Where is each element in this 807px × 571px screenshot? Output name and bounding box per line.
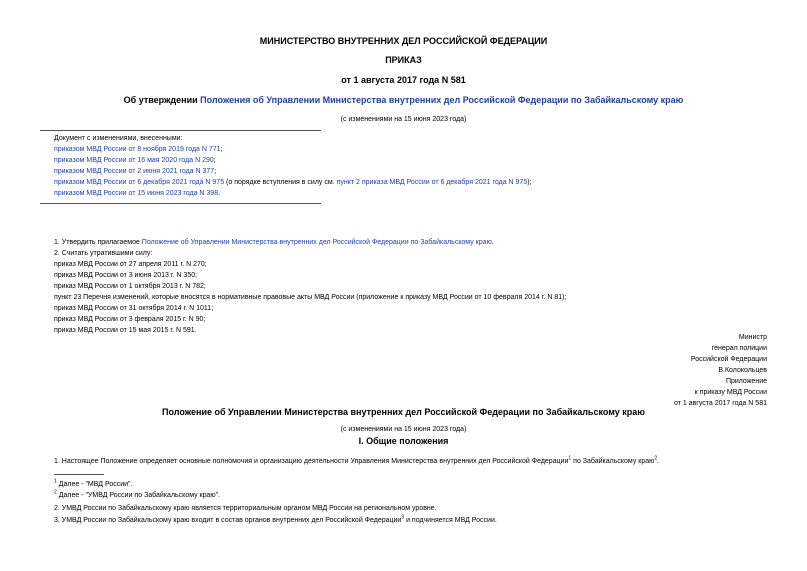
section-heading: I. Общие положения (358, 436, 449, 446)
regulation-title: Положение об Управлении Министерства внутренних дел Российской Федерации по Забайкальскому краю (162, 407, 645, 417)
amend-link[interactable]: приказом МВД России от 16 мая 2020 года N 290 (54, 157, 214, 164)
footnote-mark: 1 (54, 478, 57, 485)
repealed-item: пункт 23 Перечня изменений, которые вносятся в нормативные правовые акты МВД России (приложение к приказу МВД России от 10 февраля 2014 г. N 81); (54, 294, 567, 301)
amend-box-intro: Документ с изменениями, внесенными: (54, 135, 183, 142)
amend-link[interactable]: приказом МВД России от 15 июня 2023 года N 398 (54, 190, 219, 197)
footnote-ref[interactable]: 3 (401, 514, 405, 521)
repealed-item: приказ МВД России от 3 июня 2013 г. N 350; (54, 272, 198, 279)
amend-link[interactable]: пункт 2 приказа МВД России от 6 декабря 2021 года N 975 (336, 179, 528, 186)
order-paragraph-1: 1. Утвердить прилагаемое Положение об Управлении Министерства внутренних дел Российской Федерации по Забайкальскому краю. (54, 239, 494, 246)
appendix-line: к приказу МВД России (694, 389, 767, 396)
signature-line: В.Колокольцев (718, 367, 767, 374)
amend-box-bottom-rule (40, 203, 321, 204)
amend-item: приказом МВД России от 15 июня 2023 года N 398. (54, 190, 221, 197)
regulation-amended-note: (с изменениями на 15 июня 2023 года) (340, 426, 467, 433)
doc-type: ПРИКАЗ (385, 55, 422, 65)
footnote-1: $^1$ Далее - "МВД России". (54, 478, 133, 488)
footnote-mark: 2 (54, 489, 57, 496)
signature-line: Министр (738, 334, 767, 341)
regulation-item-1: 1. Настоящее Положение определяет основные полномочия и организацию деятельности Управления Министерства внутренних дел Российской Федерации$^1$ по Забайкальскому краю$^2$. (54, 455, 660, 465)
amend-link[interactable]: приказом МВД России от 2 июня 2021 года N 377 (54, 168, 215, 175)
amend-item: приказом МВД России от 2 июня 2021 года N 377; (54, 168, 217, 175)
appendix-line: Приложение (725, 378, 767, 385)
repealed-item: приказ МВД России от 3 февраля 2015 г. N 90; (54, 316, 206, 323)
signature-line: Российской Федерации (690, 356, 767, 363)
footnote-2: $^2$ Далее - "УМВД России по Забайкальскому краю". (54, 489, 221, 499)
regulation-item-2: 2. УМВД России по Забайкальскому краю является территориальным органом МВД России на региональном уровне. (54, 505, 437, 512)
doc-title-prefix: Об утверждении (123, 95, 201, 105)
regulation-link[interactable]: Положение об Управлении Министерства внутренних дел Российской Федерации по Забайкальскому краю (141, 239, 492, 246)
repealed-item: приказ МВД России от 15 мая 2015 г. N 591. (54, 327, 197, 334)
doc-date: от 1 августа 2017 года N 581 (341, 75, 466, 85)
repealed-item: приказ МВД России от 27 апреля 2011 г. N 270; (54, 261, 207, 268)
amend-box-top-rule (40, 130, 321, 131)
repealed-item: приказ МВД России от 1 октября 2013 г. N 782; (54, 283, 206, 290)
amend-item: приказом МВД России от 6 декабря 2021 года N 975 (о порядке вступления в силу см. пункт 2 приказа МВД России от 6 декабря 2021 года N 975); (54, 179, 532, 186)
doc-title (0, 95, 807, 105)
footnote-ref[interactable]: 2 (654, 455, 658, 462)
signature-line: генерал полиции (711, 345, 767, 352)
amend-item: приказом МВД России от 8 ноября 2019 года N 771; (54, 146, 223, 153)
amend-link[interactable]: приказом МВД России от 8 ноября 2019 года N 771 (54, 146, 221, 153)
ministry-heading: МИНИСТЕРСТВО ВНУТРЕННИХ ДЕЛ РОССИЙСКОЙ ФЕДЕРАЦИИ (259, 36, 548, 46)
footnote-rule (54, 474, 104, 475)
doc-title-link[interactable]: Положения об Управлении Министерства внутренних дел Российской Федерации по Забайкальскому краю (200, 95, 684, 105)
doc-amended-note: (с изменениями на 15 июня 2023 года) (340, 116, 467, 123)
repealed-item: приказ МВД России от 31 октября 2014 г. N 1011; (54, 305, 214, 312)
amend-link[interactable]: приказом МВД России от 6 декабря 2021 года N 975 (54, 179, 225, 186)
footnote-ref[interactable]: 1 (568, 455, 572, 462)
amend-item: приказом МВД России от 16 мая 2020 года N 290; (54, 157, 216, 164)
order-paragraph-2: 2. Считать утратившими силу: (54, 250, 153, 257)
regulation-item-3: 3. УМВД России по Забайкальскому краю входит в состав органов внутренних дел Российской Федерации$^3$ и подчиняется МВД России. (54, 514, 497, 524)
appendix-line: от 1 августа 2017 года N 581 (673, 400, 767, 407)
